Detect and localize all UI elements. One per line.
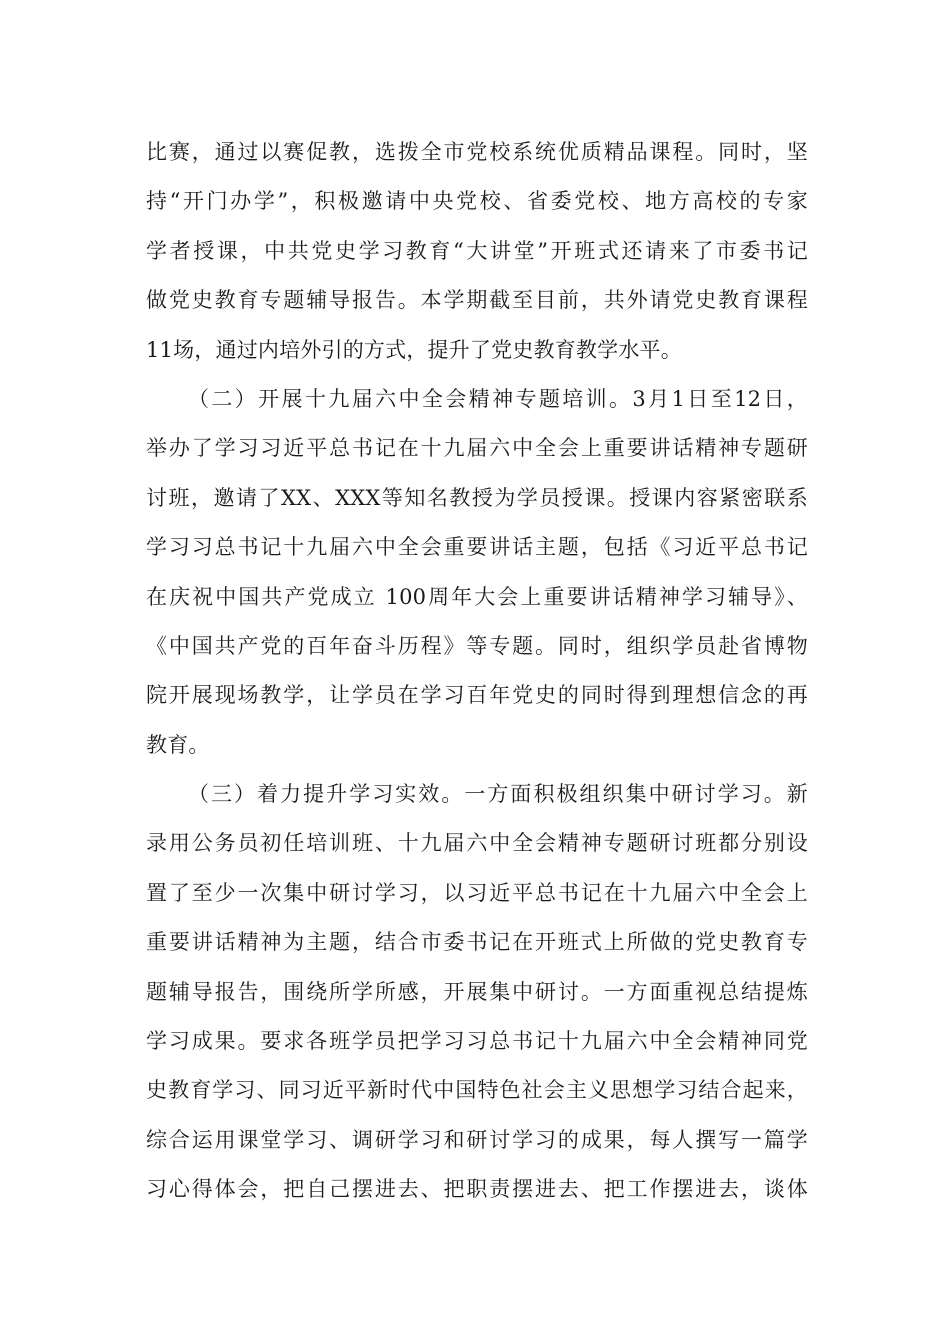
paragraph-line: 11场，通过内培外引的方式，提升了党史教育教学水平。 <box>146 337 682 362</box>
paragraph-line: 比赛，通过以赛促教，选拨全市党校系统优质精品课程。同时，坚 <box>146 140 808 164</box>
paragraph-heading-line: （三）着力提升学习实效。一方面积极组织集中研讨学习。新 <box>188 782 808 807</box>
document-body <box>146 128 808 1215</box>
paragraph-line: 重要讲话精神为主题，结合市委书记在开班式上所做的党史教育专 <box>146 930 808 955</box>
paragraph-line: 教育。 <box>146 732 210 757</box>
paragraph-line: 《中国共产党的百年奋斗历程》等专题。同时，组织学员赴省博物 <box>146 633 808 658</box>
paragraph-line: 举办了学习习近平总书记在十九届六中全会上重要讲话精神专题研 <box>146 436 808 461</box>
paragraph-line: 讨班，邀请了XX、XXX等知名教授为学员授课。授课内容紧密联系 <box>146 485 808 510</box>
paragraph-line: 学习成果。要求各班学员把学习习总书记十九届六中全会精神同党 <box>146 1029 808 1054</box>
paragraph-line: 题辅导报告，围绕所学所感，开展集中研讨。一方面重视总结提炼 <box>146 979 808 1004</box>
paragraph-line: 学习习总书记十九届六中全会重要讲话主题，包括《习近平总书记 <box>146 535 808 560</box>
paragraph-line: 做党史教育专题辅导报告。本学期截至目前，共外请党史教育课程 <box>146 288 808 313</box>
paragraph-line: 习心得体会，把自己摆进去、把职责摆进去、把工作摆进去，谈体 <box>146 1177 808 1202</box>
paragraph-heading-line: （二）开展十九届六中全会精神专题培训。3月1日至12日， <box>188 386 808 411</box>
paragraph-line: 院开展现场教学，让学员在学习百年党史的同时得到理想信念的再 <box>146 683 808 708</box>
paragraph-line: 学者授课，中共党史学习教育“大讲堂”开班式还请来了市委书记 <box>146 238 808 263</box>
paragraph-line: 录用公务员初任培训班、十九届六中全会精神专题研讨班都分别设 <box>146 831 808 856</box>
paragraph-line: 综合运用课堂学习、调研学习和研讨学习的成果，每人撰写一篇学 <box>146 1127 808 1152</box>
paragraph-line: 置了至少一次集中研讨学习，以习近平总书记在十九届六中全会上 <box>146 880 808 905</box>
paragraph-line: 持“开门办学”，积极邀请中央党校、省委党校、地方高校的专家 <box>146 189 808 214</box>
paragraph-line: 在庆祝中国共产党成立 100周年大会上重要讲话精神学习辅导》、 <box>146 584 808 609</box>
paragraph-line: 史教育学习、同习近平新时代中国特色社会主义思想学习结合起来， <box>146 1078 808 1103</box>
